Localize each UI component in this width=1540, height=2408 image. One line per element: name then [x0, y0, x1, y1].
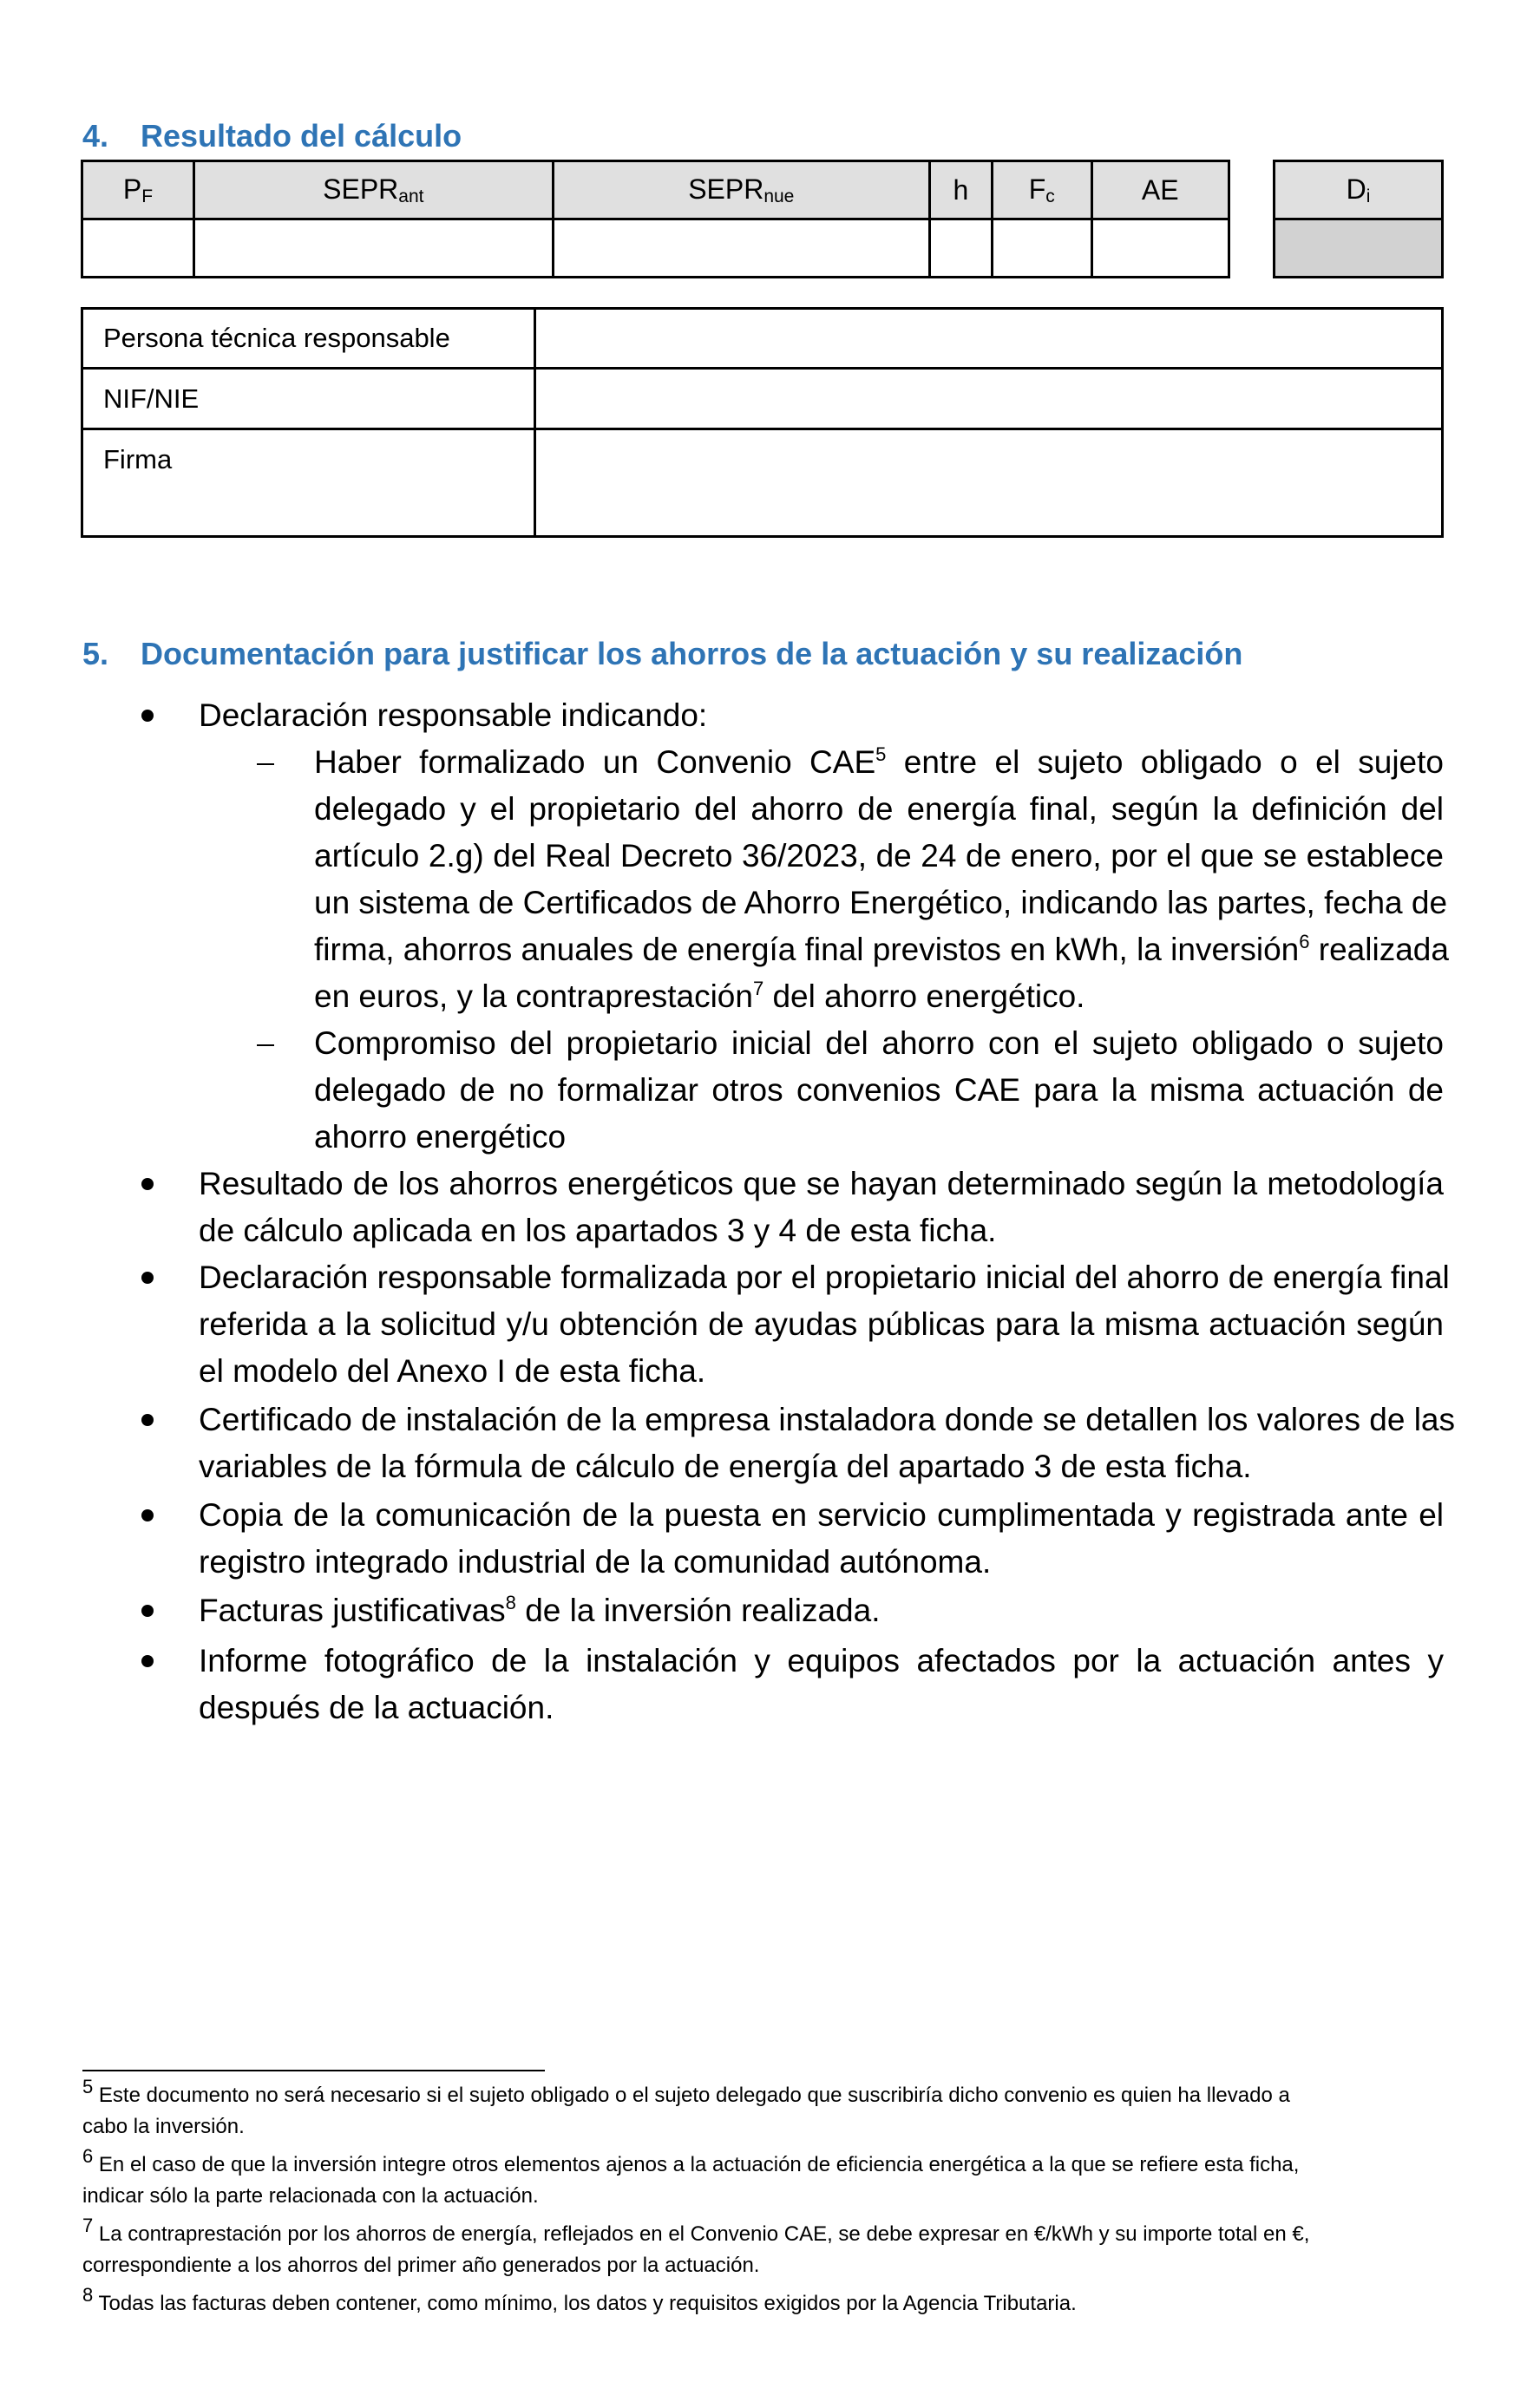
di-table	[1273, 160, 1444, 278]
section-number: 5.	[82, 636, 109, 671]
value-cell-di	[1275, 219, 1443, 278]
header-pf: $P_F$	[82, 161, 194, 219]
list-item-line: Declaración responsable formalizada por el propietario inicial del ahorro de energía final	[199, 1260, 1450, 1295]
label-persona-tecnica: Persona técnica responsable	[82, 309, 535, 369]
header-di: $D_i$	[1275, 161, 1443, 219]
bullet-icon	[141, 1655, 154, 1667]
header-sepr-ant: $SEPR_{ant}$	[193, 161, 553, 219]
list-item-line: Informe fotográfico de la instalación y equipos afectados por la actuación antes y	[199, 1643, 1444, 1678]
value-cell-sepr-ant[interactable]	[193, 219, 553, 278]
field-nif-nie[interactable]	[535, 369, 1443, 429]
list-item-line: delegado de no formalizar otros convenios CAE para la misma actuación de	[314, 1072, 1444, 1108]
list-item-line: referida a la solicitud y/u obtención de ayudas públicas para la misma actuación según	[199, 1306, 1444, 1342]
list-item-line: después de la actuación.	[199, 1690, 554, 1725]
dash-icon	[257, 1044, 274, 1046]
value-cell-ae[interactable]	[1091, 219, 1229, 278]
section-number: 4.	[82, 118, 109, 154]
list-item-line: Resultado de los ahorros energéticos que se hayan determinado según la metodología	[199, 1166, 1444, 1201]
list-item-line: Haber formalizado un Convenio CAE$^5$ entre el sujeto obligado o el sujeto	[314, 743, 1444, 780]
list-item-line: Certificado de instalación de la empresa instaladora donde se detallen los valores de las	[199, 1402, 1455, 1437]
section-5-title	[82, 636, 1242, 672]
footnote-separator	[82, 2070, 545, 2071]
value-cell-pf[interactable]	[82, 219, 194, 278]
list-item-line: el modelo del Anexo I de esta ficha.	[199, 1353, 706, 1389]
footnote-5: $^5$ Este documento no será necesario si el sujeto obligado o el sujeto delegado que suscribiría dicho convenio es quien ha llevado a cabo la inversión.	[82, 2076, 1290, 2138]
bullet-icon	[141, 710, 154, 722]
list-item-line: Copia de la comunicación de la puesta en servicio cumplimentada y registrada ante el	[199, 1497, 1444, 1533]
responsible-person-table	[81, 307, 1444, 538]
section-title-text: Documentación para justificar los ahorros de la actuación y su realización	[141, 636, 1243, 671]
calculation-result-table	[81, 160, 1230, 278]
bullet-icon	[141, 1509, 154, 1521]
list-item-line: variables de la fórmula de cálculo de energía del apartado 3 de esta ficha.	[199, 1449, 1252, 1484]
label-nif-nie: NIF/NIE	[82, 369, 535, 429]
footnote-8: $^8$ Todas las facturas deben contener, como mínimo, los datos y requisitos exigidos por la Agencia Tributaria.	[82, 2284, 1077, 2315]
footnote-6: $^6$ En el caso de que la inversión integre otros elementos ajenos a la actuación de eficiencia energética a la que se refiere esta ficha, indicar sólo la parte relacionada con la actuación.	[82, 2145, 1300, 2208]
section-4-title	[82, 118, 462, 154]
list-item-line: firma, ahorros anuales de energía final previstos en kWh, la inversión$^6$ realizada	[314, 931, 1449, 967]
bullet-icon	[141, 1178, 154, 1190]
list-item-line: registro integrado industrial de la comunidad autónoma.	[199, 1544, 992, 1580]
header-ae: AE	[1091, 161, 1229, 219]
bullet-icon	[141, 1605, 154, 1617]
header-h: h	[929, 161, 992, 219]
list-item: Declaración responsable indicando:	[199, 697, 708, 733]
label-firma: Firma	[82, 429, 535, 537]
list-item-line: en euros, y la contraprestación$^7$ del ahorro energético.	[314, 978, 1085, 1014]
bullet-icon	[141, 1414, 154, 1426]
value-cell-fc[interactable]	[992, 219, 1091, 278]
list-item-line: ahorro energético	[314, 1119, 567, 1155]
bullet-icon	[141, 1272, 154, 1284]
header-sepr-nue: $SEPR_{nue}$	[553, 161, 929, 219]
section-title-text: Resultado del cálculo	[141, 118, 462, 154]
list-item-line: Compromiso del propietario inicial del ahorro con el sujeto obligado o sujeto	[314, 1025, 1444, 1061]
field-persona-tecnica[interactable]	[535, 309, 1443, 369]
list-item-line: un sistema de Certificados de Ahorro Energético, indicando las partes, fecha de	[314, 885, 1448, 920]
list-item-line: artículo 2.g) del Real Decreto 36/2023, de 24 de enero, por el que se establece	[314, 838, 1444, 874]
dash-icon	[257, 763, 274, 765]
list-item-line: Facturas justificativas$^8$ de la inversión realizada.	[199, 1592, 881, 1628]
value-cell-h[interactable]	[929, 219, 992, 278]
field-firma[interactable]	[535, 429, 1443, 537]
list-item-line: delegado y el propietario del ahorro de energía final, según la definición del	[314, 791, 1444, 827]
footnote-7: $^7$ La contraprestación por los ahorros de energía, reflejados en el Convenio CAE, se debe expresar en €/kWh y su importe total en €, correspondiente a los ahorros del primer año generados por la actuación.	[82, 2215, 1310, 2277]
value-cell-sepr-nue[interactable]	[553, 219, 929, 278]
list-item-line: de cálculo aplicada en los apartados 3 y 4 de esta ficha.	[199, 1213, 997, 1248]
header-fc: $F_c$	[992, 161, 1091, 219]
